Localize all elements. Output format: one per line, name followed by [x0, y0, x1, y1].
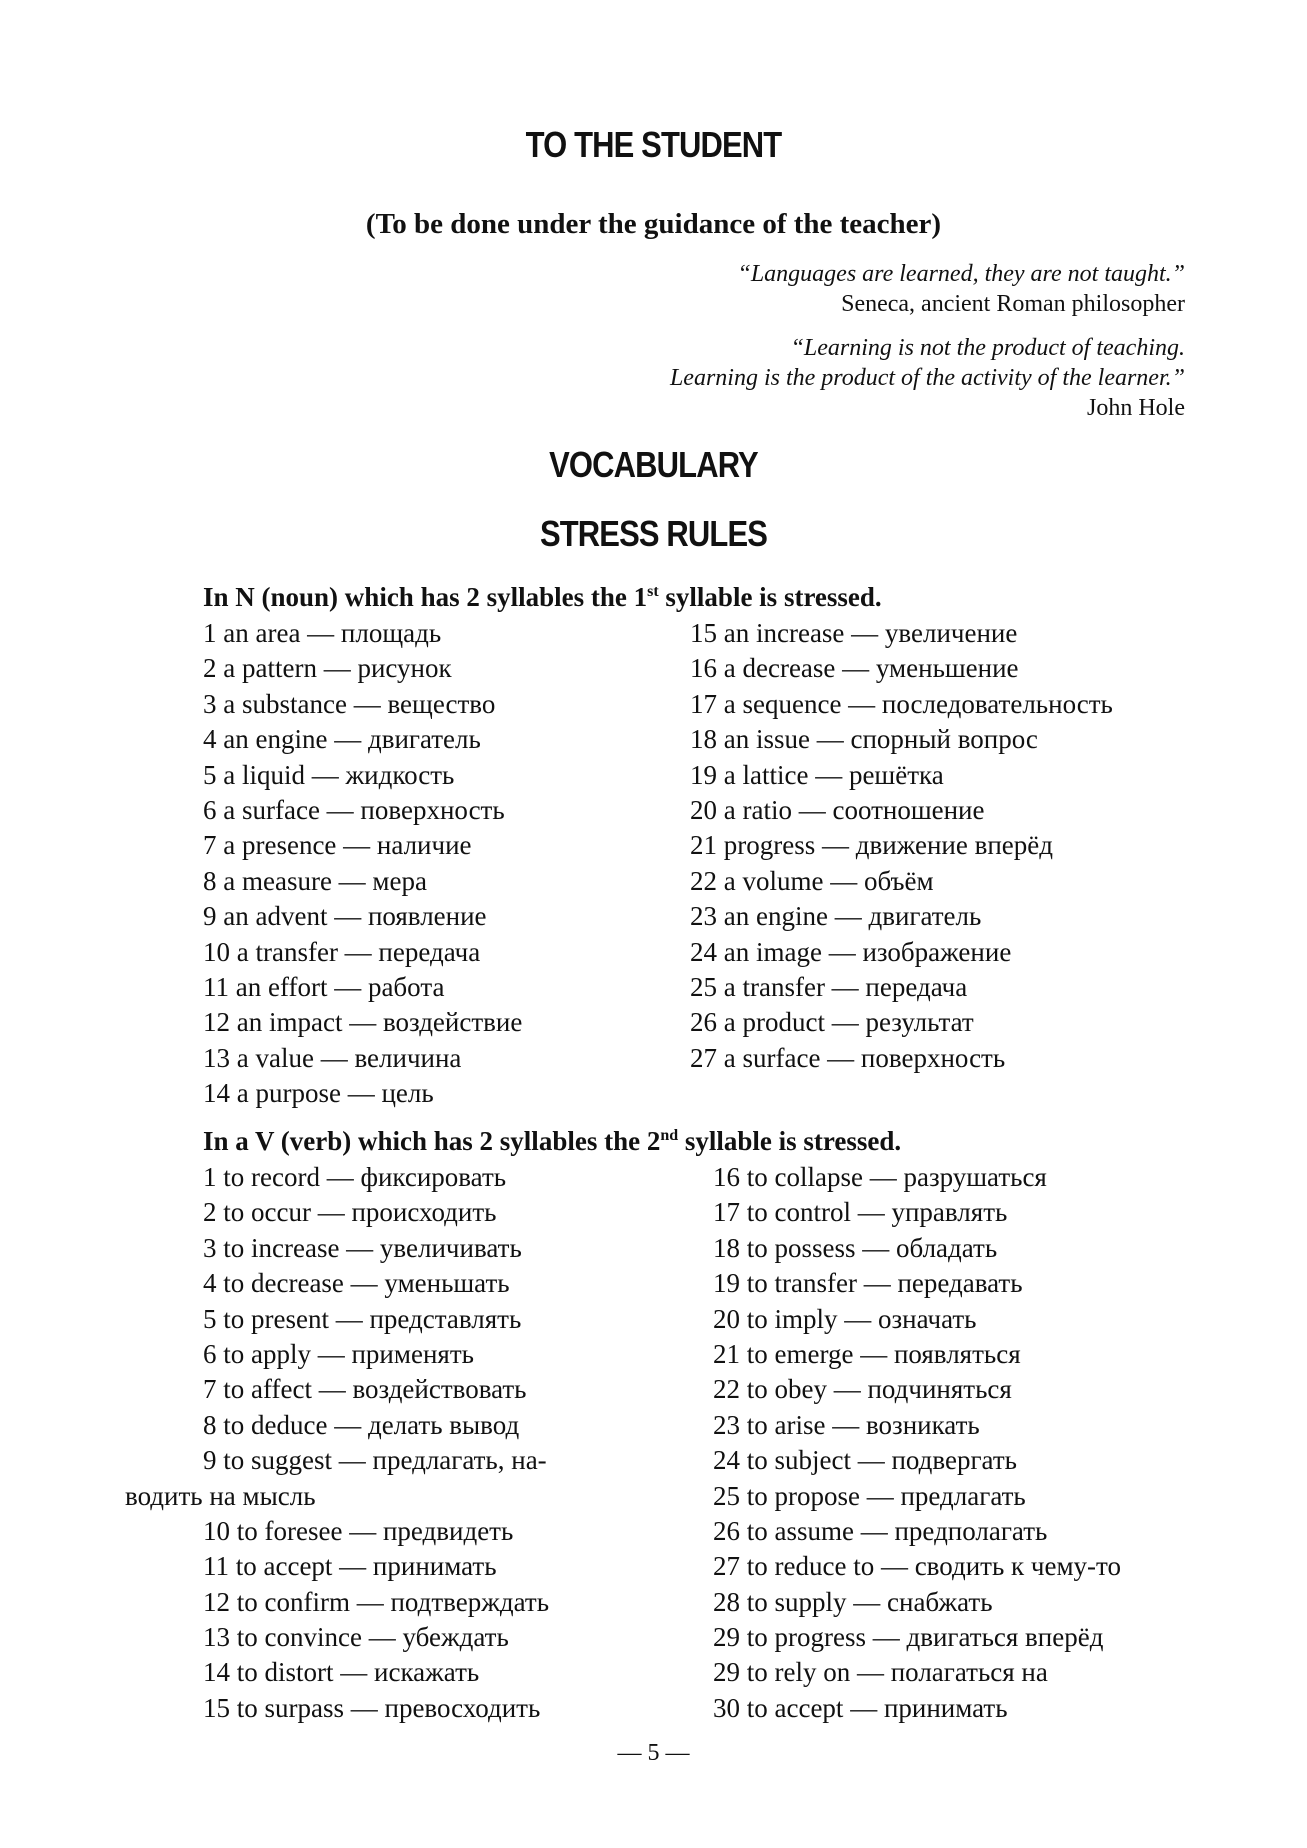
list-item: 13 to convince — убеждать	[203, 1622, 509, 1653]
list-item: 8 a measure — мера	[203, 865, 427, 896]
list-item: 5 a liquid — жидкость	[203, 759, 455, 790]
list-item: 15 an increase — увеличение	[690, 618, 1018, 648]
verbs-right-list	[713, 1160, 1121, 1726]
list-item: 22 to obey — подчиняться	[713, 1374, 1012, 1405]
list-item: 19 a lattice — решётка	[690, 759, 944, 790]
list-item: 20 a ratio — соотношение	[690, 794, 985, 825]
list-item: 6 a surface — поверхность	[203, 794, 505, 825]
list-item: 11 to accept — принимать	[203, 1551, 497, 1582]
list-item: 17 to control — управлять	[713, 1197, 1008, 1228]
list-item: 19 to transfer — передавать	[713, 1268, 1023, 1299]
nouns-left-list	[203, 616, 522, 1111]
list-item: водить на мысль	[125, 1480, 316, 1511]
quote-1-author: Seneca, ancient Roman philosopher	[841, 291, 1185, 317]
list-item: 4 to decrease — уменьшать	[203, 1268, 510, 1299]
verb-rule-text: In a V (verb) which has 2 syllables the 2	[203, 1126, 661, 1156]
list-item: 16 a decrease — уменьшение	[690, 653, 1019, 684]
page-title: TO THE STUDENT	[525, 124, 782, 165]
list-item: 10 a transfer — передача	[203, 936, 481, 967]
list-item: 17 a sequence — последовательность	[690, 688, 1113, 719]
list-item: 29 to rely on — полагаться на	[713, 1657, 1048, 1688]
list-item: 28 to supply — снабжать	[713, 1586, 993, 1617]
verb-rule-sup: nd	[660, 1127, 679, 1144]
section-title-stress-rules: STRESS RULES	[539, 513, 768, 554]
quote-2-line1: “Learning is not the product of teaching.	[790, 335, 1185, 361]
list-item: 29 to progress — двигаться вперёд	[713, 1622, 1104, 1653]
list-item: 7 a presence — наличие	[203, 830, 472, 861]
quote-2-line2: Learning is the product of the activity of the learner.”	[669, 365, 1185, 391]
list-item: 10 to foresee — предвидеть	[203, 1515, 514, 1546]
list-item: 23 an engine — двигатель	[690, 901, 982, 932]
list-item: 24 an image — изображение	[690, 936, 1012, 967]
list-item: 2 a pattern — рисунок	[203, 653, 452, 684]
list-item: 18 an issue — спорный вопрос	[690, 724, 1038, 755]
list-item: 8 to deduce — делать вывод	[203, 1409, 520, 1440]
list-item: 25 to propose — предлагать	[713, 1480, 1026, 1511]
list-item: 26 a product — результат	[690, 1007, 974, 1038]
list-item: 3 to increase — увеличивать	[203, 1232, 522, 1263]
section-title-vocabulary: VOCABULARY	[549, 444, 758, 485]
list-item: 25 a transfer — передача	[690, 971, 968, 1002]
list-item: 4 an engine — двигатель	[203, 724, 481, 755]
list-item: 14 a purpose — цель	[203, 1078, 434, 1109]
noun-rule-suffix: syllable is stressed.	[658, 582, 882, 612]
list-item: 2 to occur — происходить	[203, 1197, 497, 1228]
list-item: 12 an impact — воздействие	[203, 1007, 523, 1038]
list-item: 9 an advent — появление	[203, 901, 487, 932]
list-item: 15 to surpass — превосходить	[203, 1692, 541, 1723]
list-item: 14 to distort — искажать	[203, 1657, 480, 1688]
list-item: 16 to collapse — разрушаться	[713, 1162, 1047, 1192]
list-item: 30 to accept — принимать	[713, 1692, 1008, 1723]
quote-2-author: John Hole	[1087, 395, 1185, 421]
list-item: 21 to emerge — появляться	[713, 1338, 1021, 1369]
list-item: 27 a surface — поверхность	[690, 1042, 1006, 1073]
list-item: 9 to suggest — предлагать, на-	[203, 1445, 547, 1476]
list-item: 11 an effort — работа	[203, 971, 445, 1002]
list-item: 12 to confirm — подтверждать	[203, 1586, 550, 1617]
noun-rule-sup: st	[647, 583, 659, 600]
list-item: 1 to record — фиксировать	[203, 1162, 507, 1192]
list-item: 27 to reduce to — сводить к чему-то	[713, 1551, 1121, 1582]
list-item: 6 to apply — применять	[203, 1338, 474, 1369]
quote-1-text: “Languages are learned, they are not taught.”	[737, 261, 1185, 287]
list-item: 13 a value — величина	[203, 1042, 462, 1073]
list-item: 23 to arise — возникать	[713, 1409, 980, 1440]
verbs-left-list	[125, 1160, 550, 1726]
page-number: — 5 —	[617, 1740, 690, 1766]
list-item: 22 a volume — объём	[690, 865, 934, 896]
list-item: 3 a substance — вещество	[203, 688, 496, 719]
subtitle: (To be done under the guidance of the teacher)	[365, 208, 942, 240]
list-item: 24 to subject — подвергать	[713, 1445, 1017, 1476]
list-item: 18 to possess — обладать	[713, 1232, 998, 1263]
verb-rule	[203, 1126, 901, 1157]
list-item: 7 to affect — воздействовать	[203, 1374, 527, 1405]
list-item: 21 progress — движение вперёд	[690, 830, 1053, 861]
nouns-right-list	[690, 616, 1113, 1076]
list-item: 5 to present — представлять	[203, 1303, 522, 1334]
list-item: 1 an area — площадь	[203, 618, 442, 648]
verb-rule-suffix: syllable is stressed.	[678, 1126, 902, 1156]
list-item: 20 to imply — означать	[713, 1303, 977, 1334]
noun-rule-text: In N (noun) which has 2 syllables the 1	[203, 582, 648, 612]
noun-rule	[203, 582, 882, 613]
list-item: 26 to assume — предполагать	[713, 1515, 1048, 1546]
